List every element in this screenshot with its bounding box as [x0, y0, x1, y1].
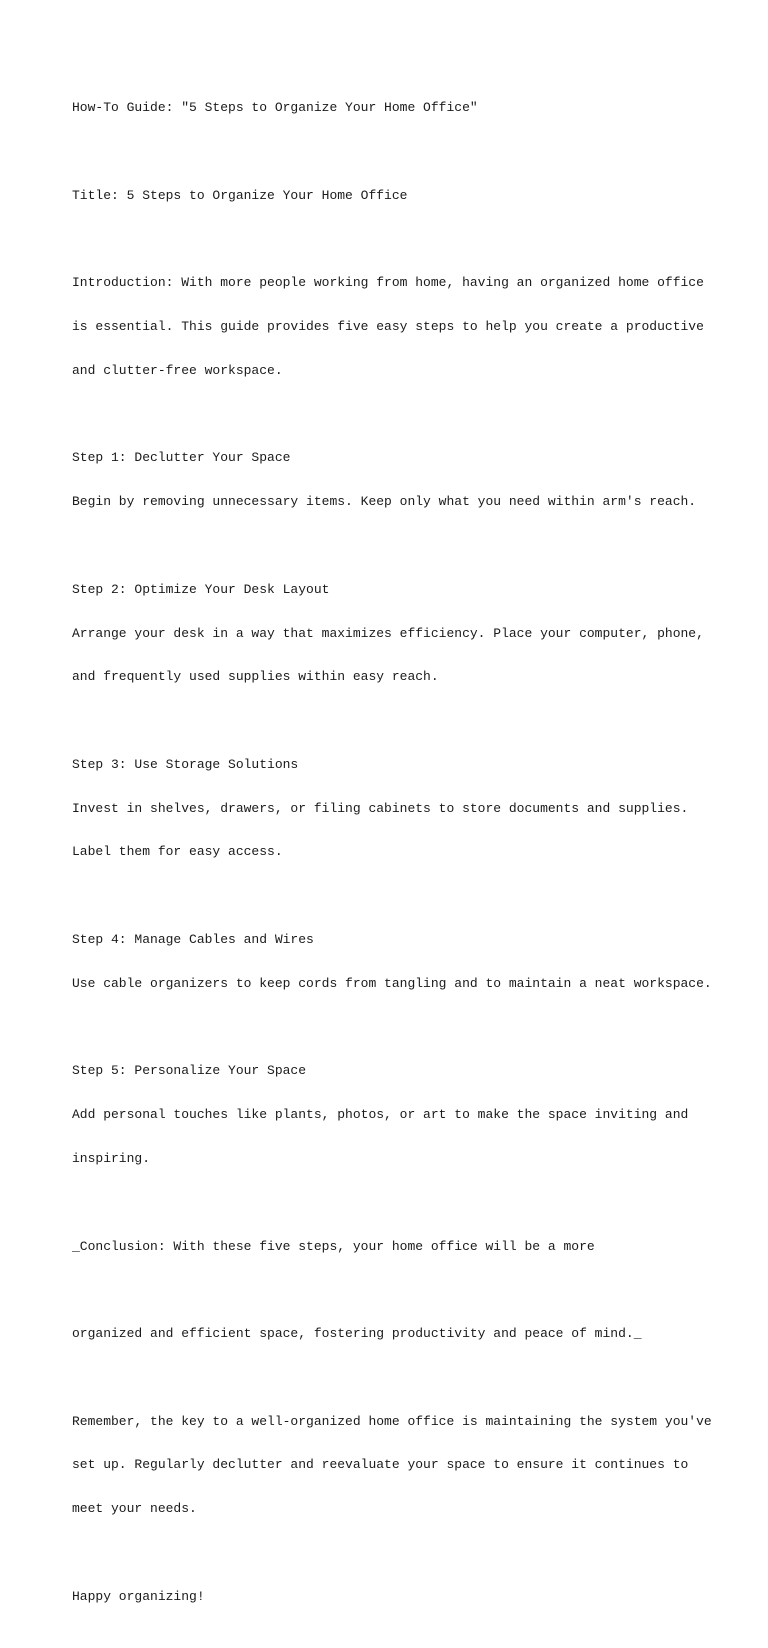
- step-body-line: Add personal touches like plants, photos, or art to make the space inviting and: [72, 1107, 689, 1123]
- step-body-line: Use cable organizers to keep cords from tangling and to maintain a neat workspace.: [72, 975, 712, 991]
- step-heading: Step 2: Optimize Your Desk Layout: [72, 581, 330, 597]
- document-title: [72, 160, 712, 233]
- introduction-line: and clutter-free workspace.: [72, 362, 283, 378]
- step-body-line: Invest in shelves, drawers, or filing cabinets to store documents and supplies.: [72, 800, 689, 816]
- conclusion-line: _Conclusion: With these five steps, your home office will be a more: [72, 1238, 595, 1254]
- step-body-line: Arrange your desk in a way that maximizes efficiency. Place your computer, phone,: [72, 625, 704, 641]
- step-1-section: [72, 422, 712, 539]
- introduction-paragraph: [72, 247, 712, 408]
- step-5-section: [72, 1035, 712, 1196]
- step-body-line: inspiring.: [72, 1150, 151, 1166]
- step-body-line: Begin by removing unnecessary items. Keep only what you need within arm's reach.: [72, 494, 697, 510]
- closing-line: [72, 1561, 712, 1634]
- step-4-section: [72, 904, 712, 1021]
- step-heading: Step 5: Personalize Your Space: [72, 1063, 307, 1079]
- document-page: [72, 72, 712, 1648]
- step-heading: Step 3: Use Storage Solutions: [72, 756, 299, 772]
- document-heading: [72, 72, 712, 145]
- conclusion-paragraph-part-1: [72, 1210, 712, 1283]
- introduction-line: Introduction: With more people working from home, having an organized home office: [72, 275, 704, 291]
- introduction-line: is essential. This guide provides five easy steps to help you create a productive: [72, 319, 704, 335]
- step-body-line: Label them for easy access.: [72, 844, 283, 860]
- remember-paragraph: [72, 1385, 712, 1546]
- document-title-text: Title: 5 Steps to Organize Your Home Office: [72, 187, 408, 203]
- step-heading: Step 1: Declutter Your Space: [72, 450, 291, 466]
- step-3-section: [72, 729, 712, 890]
- step-heading: Step 4: Manage Cables and Wires: [72, 932, 314, 948]
- remember-line: set up. Regularly declutter and reevaluate your space to ensure it continues to: [72, 1457, 689, 1473]
- document-heading-text: How-To Guide: "5 Steps to Organize Your Home Office": [72, 100, 478, 116]
- step-2-section: [72, 554, 712, 715]
- step-body-line: and frequently used supplies within easy reach.: [72, 669, 439, 685]
- remember-line: Remember, the key to a well-organized home office is maintaining the system you've: [72, 1413, 712, 1429]
- remember-line: meet your needs.: [72, 1501, 197, 1517]
- conclusion-line: organized and efficient space, fostering productivity and peace of mind._: [72, 1326, 642, 1342]
- conclusion-paragraph-part-2: [72, 1298, 712, 1371]
- closing-text: Happy organizing!: [72, 1588, 205, 1604]
